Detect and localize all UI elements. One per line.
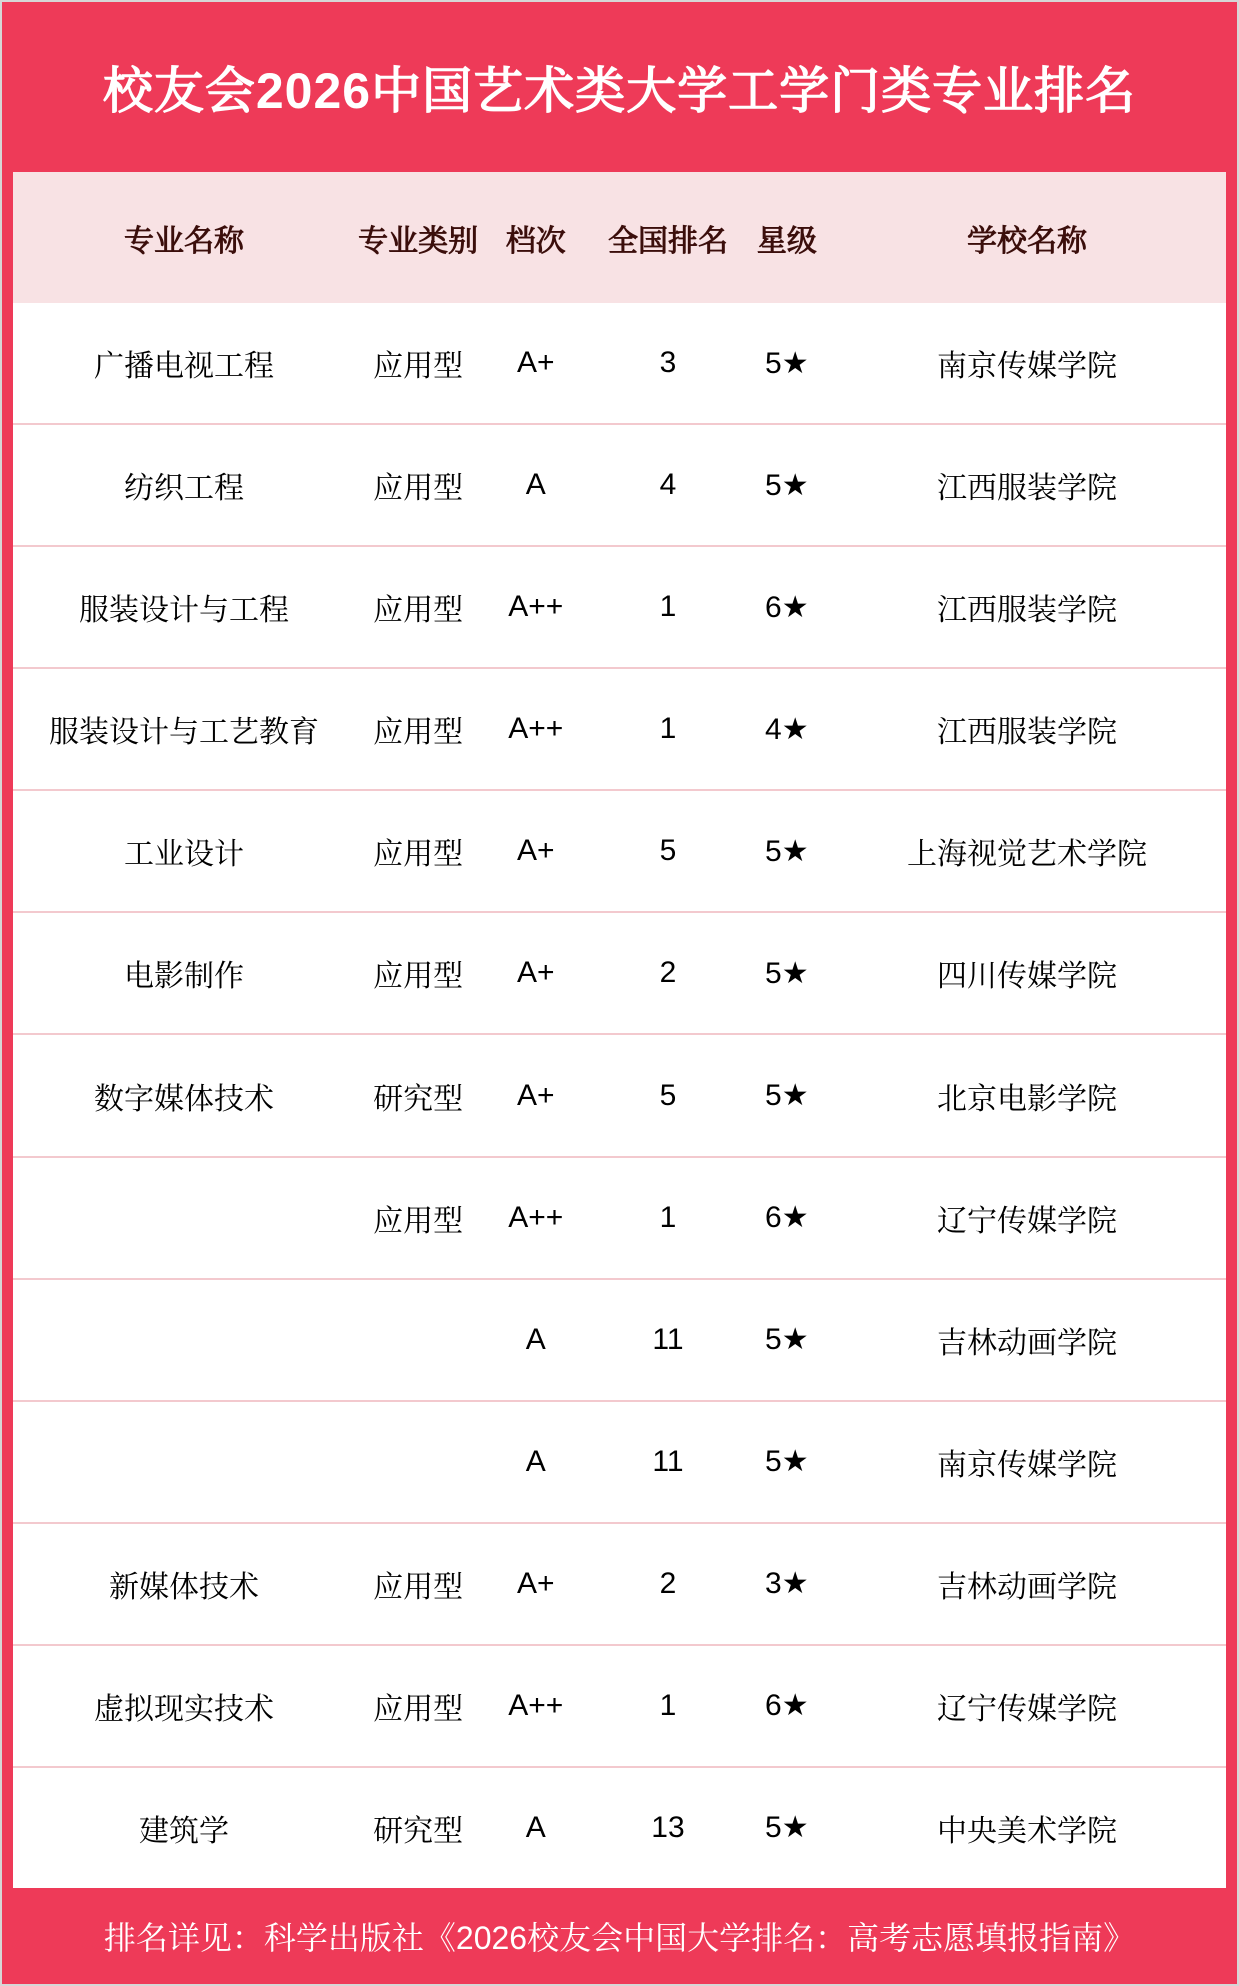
table-row	[13, 789, 1226, 911]
cell-star: 3★	[765, 1567, 809, 1601]
cell-star: 5★	[765, 1811, 809, 1845]
table-header	[13, 172, 1226, 303]
table-row	[13, 1644, 1226, 1766]
cell-star: 6★	[765, 590, 809, 624]
cell-rank: 11	[652, 1322, 684, 1356]
cell-grade: A	[525, 1322, 546, 1356]
cell-school: 吉林动画学院	[937, 1570, 1117, 1604]
cell-star: 5★	[765, 468, 809, 502]
cell-school: 江西服装学院	[937, 716, 1117, 750]
table-row	[13, 545, 1226, 667]
table-row	[13, 1400, 1226, 1522]
cell-star: 5★	[765, 1079, 809, 1112]
footer-note: 排名详见：科学出版社《2026校友会中国大学排名：高考志愿填报指南》	[103, 1920, 1136, 1956]
table-row	[13, 1766, 1226, 1888]
ranking-table	[13, 172, 1226, 1888]
cell-grade: A	[525, 1810, 546, 1844]
table-row	[13, 303, 1226, 423]
table-row	[13, 911, 1226, 1033]
cell-school: 辽宁传媒学院	[937, 1204, 1117, 1238]
cell-grade: A++	[508, 1200, 564, 1234]
cell-major: 工业设计	[124, 838, 245, 872]
cell-star: 6★	[765, 1201, 809, 1235]
cell-grade: A+	[517, 1078, 555, 1112]
cell-school: 江西服装学院	[937, 594, 1117, 628]
cell-school: 吉林动画学院	[937, 1326, 1117, 1360]
cell-star: 5★	[765, 1445, 809, 1479]
cell-type: 研究型	[373, 1814, 464, 1848]
cell-major: 服装设计与工艺教育	[49, 716, 320, 750]
cell-type: 研究型	[373, 1082, 464, 1116]
table-row	[13, 1522, 1226, 1644]
cell-rank: 1	[659, 590, 677, 624]
cell-type: 应用型	[373, 350, 464, 384]
table-row	[13, 1033, 1226, 1155]
cell-grade: A++	[508, 712, 564, 746]
header-cell-type: 专业类别	[358, 224, 479, 258]
cell-rank: 5	[659, 1078, 677, 1112]
cell-major: 纺织工程	[124, 472, 245, 506]
cell-major: 数字媒体技术	[94, 1082, 275, 1116]
cell-major: 广播电视工程	[94, 350, 275, 384]
table-row	[13, 667, 1226, 789]
cell-type: 应用型	[373, 594, 464, 628]
cell-school: 上海视觉艺术学院	[907, 838, 1147, 872]
header-cell-major: 专业名称	[124, 224, 245, 258]
cell-grade: A++	[508, 1688, 564, 1722]
cell-grade: A+	[517, 956, 555, 990]
cell-type: 应用型	[373, 472, 464, 506]
cell-major: 新媒体技术	[109, 1570, 260, 1604]
cell-star: 5★	[765, 346, 809, 380]
cell-major: 服装设计与工程	[79, 594, 290, 628]
header-cell-star: 星级	[756, 224, 817, 258]
cell-school: 南京传媒学院	[937, 1448, 1117, 1482]
cell-rank: 1	[659, 1688, 677, 1722]
cell-star: 5★	[765, 1323, 809, 1357]
title-banner	[2, 2, 1237, 172]
header-cell-school: 学校名称	[967, 224, 1087, 258]
cell-major: 电影制作	[124, 960, 245, 994]
cell-grade: A+	[517, 346, 555, 380]
cell-star: 4★	[765, 712, 809, 746]
cell-school: 南京传媒学院	[937, 350, 1117, 384]
cell-type: 应用型	[373, 1570, 464, 1604]
cell-grade: A+	[517, 834, 555, 868]
cell-school: 四川传媒学院	[937, 960, 1117, 994]
cell-type: 应用型	[373, 838, 464, 872]
table-row	[13, 1156, 1226, 1278]
cell-rank: 13	[651, 1810, 685, 1844]
cell-major: 虚拟现实技术	[94, 1692, 275, 1726]
cell-rank: 3	[659, 346, 677, 380]
cell-star: 5★	[765, 834, 809, 868]
cell-rank: 5	[659, 834, 677, 868]
cell-rank: 2	[659, 1566, 677, 1600]
table-row	[13, 1278, 1226, 1400]
cell-rank: 1	[659, 712, 677, 746]
cell-type: 应用型	[373, 716, 464, 750]
cell-school: 江西服装学院	[937, 472, 1117, 506]
cell-school: 辽宁传媒学院	[937, 1692, 1117, 1726]
cell-type: 应用型	[373, 1204, 464, 1238]
table-body	[13, 303, 1226, 1888]
cell-grade: A++	[508, 590, 564, 624]
header-cell-grade: 档次	[505, 224, 566, 258]
cell-rank: 11	[652, 1444, 684, 1478]
cell-major: 建筑学	[139, 1814, 230, 1848]
cell-grade: A	[525, 468, 546, 502]
cell-school: 中央美术学院	[937, 1814, 1117, 1848]
cell-rank: 1	[659, 1200, 677, 1234]
cell-type: 应用型	[373, 960, 464, 994]
cell-rank: 4	[659, 468, 677, 502]
cell-star: 5★	[765, 956, 809, 990]
footer-banner	[2, 1888, 1237, 1984]
header-cell-rank: 全国排名	[607, 224, 728, 258]
cell-star: 6★	[765, 1689, 809, 1723]
cell-grade: A	[525, 1444, 546, 1478]
cell-school: 北京电影学院	[937, 1082, 1117, 1116]
table-row	[13, 423, 1226, 545]
cell-type: 应用型	[373, 1692, 464, 1726]
page-title: 校友会2026中国艺术类大学工学门类专业排名	[102, 63, 1137, 119]
cell-grade: A+	[517, 1566, 555, 1600]
cell-rank: 2	[659, 956, 677, 990]
